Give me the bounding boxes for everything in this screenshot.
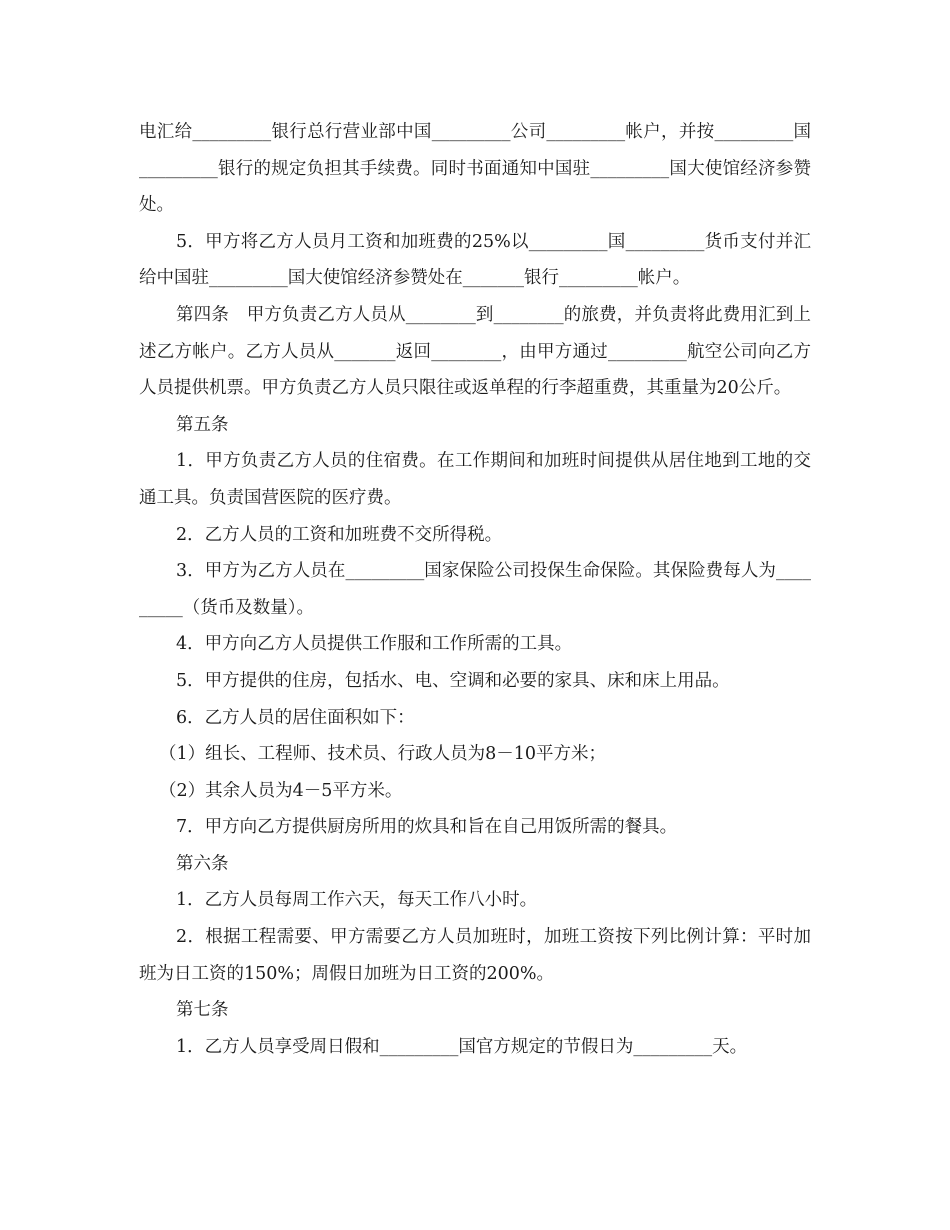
paragraph-article-5-item-4: 4．甲方向乙方人员提供工作服和工作所需的工具。 [176,634,573,655]
paragraph-article-5-item-3: 3．甲方为乙方人员在_________国家保险公司投保生命保险。其保险费每人为_________（货币及数量）。 [139,561,811,618]
paragraph-article-7-item-1: 1．乙方人员享受周日假和_________国官方规定的节假日为_________天。 [176,1036,748,1057]
paragraph-item-5-salary: 5．甲方将乙方人员月工资和加班费的25%以_________国_________货币支付并汇给中国驻_________国大使馆经济参赞处在_______银行_________帐户。 [139,231,811,289]
paragraph-remittance: 电汇给_________银行总行营业部中国_________公司_________帐户，并按_________国_________银行的规定负担其手续费。同时书面通知中国驻_________国大使馆经济参赞处。 [139,122,811,216]
document-body [139,114,811,1065]
paragraph-article-5-item-7: 7．甲方向乙方提供厨房所用的炊具和旨在自己用饭所需的餐具。 [176,817,678,838]
heading-article-7: 第七条 [176,1000,229,1021]
paragraph-article-4: 第四条 甲方负责乙方人员从________到________的旅费，并负责将此费用汇到上述乙方帐户。乙方人员从_______返回________，由甲方通过_________航空公司向乙方人员提供机票。甲方负责乙方人员只限往或返单程的行李超重费，其重量为20公斤。 [139,304,811,399]
paragraph-living-area-1: （1）组长、工程师、技术员、行政人员为8－10平方米； [159,744,607,765]
paragraph-article-6-item-1: 1．乙方人员每周工作六天，每天工作八小时。 [176,890,538,911]
paragraph-article-5-item-1: 1．甲方负责乙方人员的住宿费。在工作期间和加班时间提供从居住地到工地的交通工具。负责国营医院的医疗费。 [139,451,811,508]
paragraph-article-5-item-5: 5．甲方提供的住房，包括水、电、空调和必要的家具、床和床上用品。 [176,670,730,691]
paragraph-living-area-2: （2）其余人员为4－5平方米。 [159,780,403,801]
heading-article-6: 第六条 [176,853,229,874]
paragraph-article-5-item-2: 2．乙方人员的工资和加班费不交所得税。 [176,524,503,545]
heading-article-5: 第五条 [176,414,229,435]
paragraph-article-6-item-2: 2．根据工程需要、甲方需要乙方人员加班时，加班工资按下列比例计算：平时加班为日工资的150%；周假日加班为日工资的200%。 [139,927,811,984]
paragraph-article-5-item-6: 6．乙方人员的居住面积如下： [176,707,415,728]
